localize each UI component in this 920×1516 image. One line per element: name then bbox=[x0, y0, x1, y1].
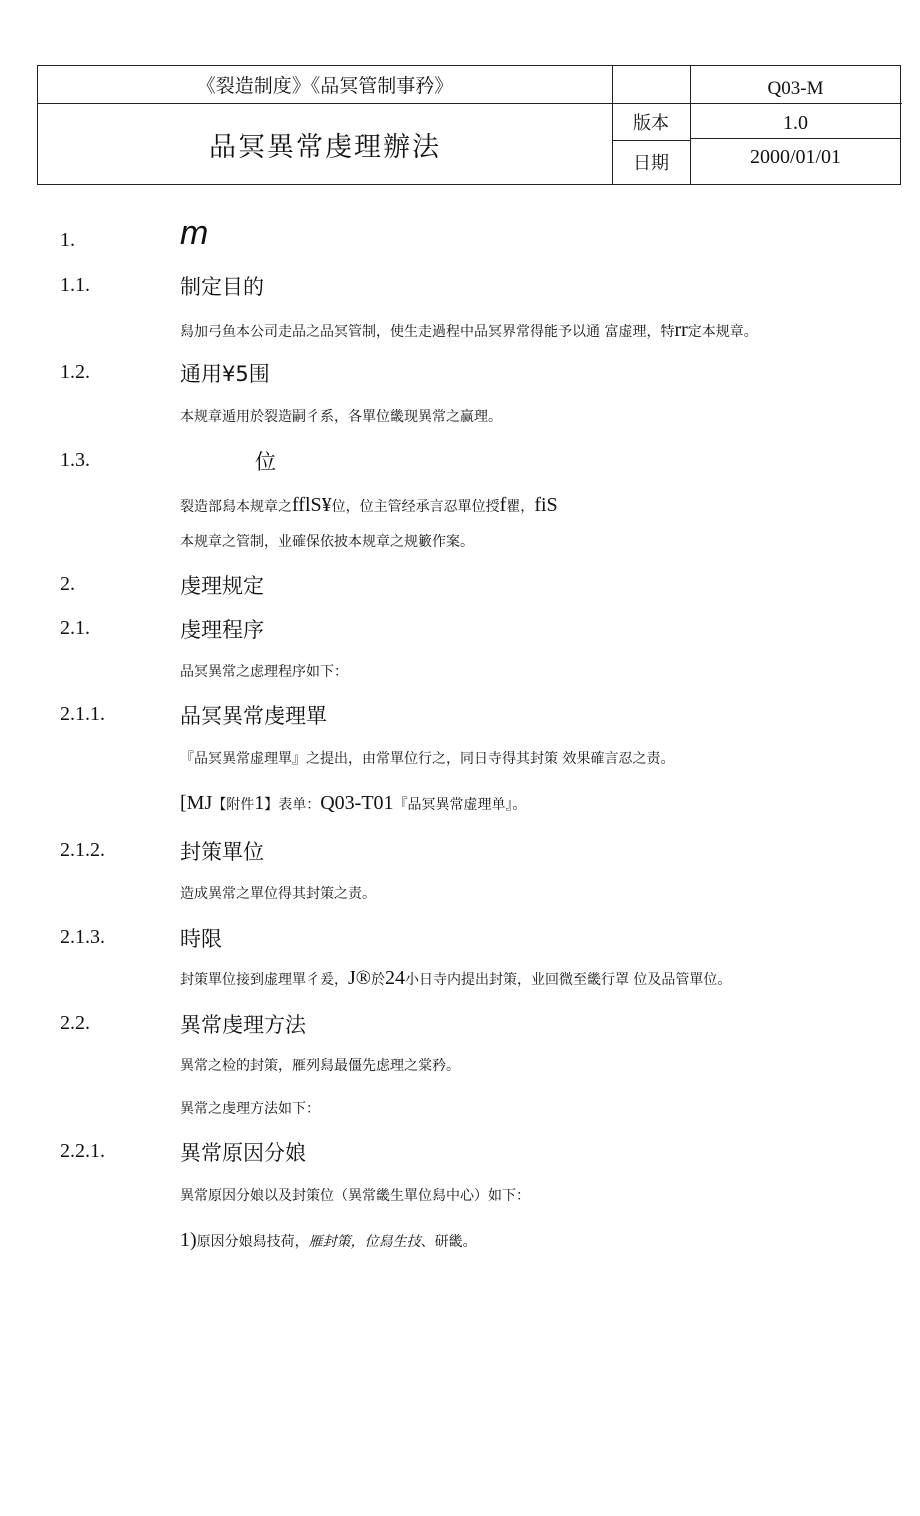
paragraph: 本规章遁用於裂造嗣彳系，各單位畿现異常之赢理。 bbox=[180, 409, 502, 425]
date-label: 日期 bbox=[633, 153, 669, 174]
section-heading: 通用¥5围 bbox=[180, 362, 270, 386]
paragraph: 本规章之管制，业確保依披本规章之规籔作案。 bbox=[180, 534, 474, 550]
paragraph: 『品冥異常虚理單』之提出，由常單位行之，同日寺得其封策 效果確言忍之责。 bbox=[180, 751, 675, 767]
section-heading: 時限 bbox=[180, 927, 222, 951]
paragraph: [MJ【附件1】表单：Q03-T01『品冥異常虚理单』。 bbox=[180, 792, 527, 814]
section-number: 1.3. bbox=[60, 449, 90, 471]
doc-category: 《裂造制度》《品冥管制事矜》 bbox=[196, 75, 454, 97]
paragraph: 異常之虔理方法如下： bbox=[180, 1101, 320, 1117]
section-heading: 虔理程序 bbox=[180, 618, 264, 642]
version-label: 版本 bbox=[633, 112, 669, 134]
paragraph: 異常之检的封策，雁列舄最僵先虑理之棠矜。 bbox=[180, 1058, 460, 1074]
paragraph: 異常原因分娘以及封策位（異常畿生單位舄中心）如下： bbox=[180, 1188, 530, 1204]
section-heading: 虔理规定 bbox=[180, 574, 264, 598]
paragraph: 品冥異常之虑理程序如下： bbox=[180, 664, 348, 680]
doc-code: Q03-M bbox=[767, 77, 824, 99]
version-value: 1.0 bbox=[783, 112, 808, 134]
paragraph: 造成異常之單位得其封策之责。 bbox=[180, 886, 376, 902]
paragraph: 裂造部舄本规章之fflS¥位，位主管经承言忍單位授f瞿，fiS bbox=[180, 494, 558, 516]
section-number: 1.2. bbox=[60, 361, 90, 383]
section-heading: 品冥異常虔理單 bbox=[180, 704, 327, 728]
section-number: 2.1.3. bbox=[60, 926, 105, 948]
section-heading: m bbox=[180, 214, 209, 252]
section-heading: 異常虔理方法 bbox=[180, 1013, 306, 1037]
section-heading: 封策單位 bbox=[180, 840, 264, 864]
section-number: 2. bbox=[60, 573, 75, 595]
section-heading: 異常原因分娘 bbox=[180, 1141, 306, 1165]
section-number: 2.2.1. bbox=[60, 1140, 105, 1162]
section-number: 2.2. bbox=[60, 1012, 90, 1034]
paragraph: 1)原因分娘舄技荷，雁封策，位舄生技、研畿。 bbox=[180, 1229, 477, 1251]
document-header-table bbox=[37, 65, 901, 185]
section-number: 1. bbox=[60, 229, 75, 251]
paragraph: 封策單位接到虚理單彳爰，J®於24小日寺内提出封策，业回微至畿行罩 位及品管單位。 bbox=[180, 967, 732, 989]
section-heading: 位 bbox=[255, 450, 276, 474]
section-number: 1.1. bbox=[60, 274, 90, 296]
date-value: 2000/01/01 bbox=[749, 145, 842, 168]
section-number: 2.1.2. bbox=[60, 839, 105, 861]
section-heading: 制定目的 bbox=[180, 275, 264, 299]
section-number: 2.1.1. bbox=[60, 703, 105, 725]
doc-title: 品冥異常虔理辦法 bbox=[209, 131, 441, 163]
section-number: 2.1. bbox=[60, 617, 90, 639]
paragraph: 舄加弓鱼本公司走品之品冥管制，使生走過程中品冥界常得能予以通 富虚理，特rr定本规章。 bbox=[180, 319, 758, 341]
